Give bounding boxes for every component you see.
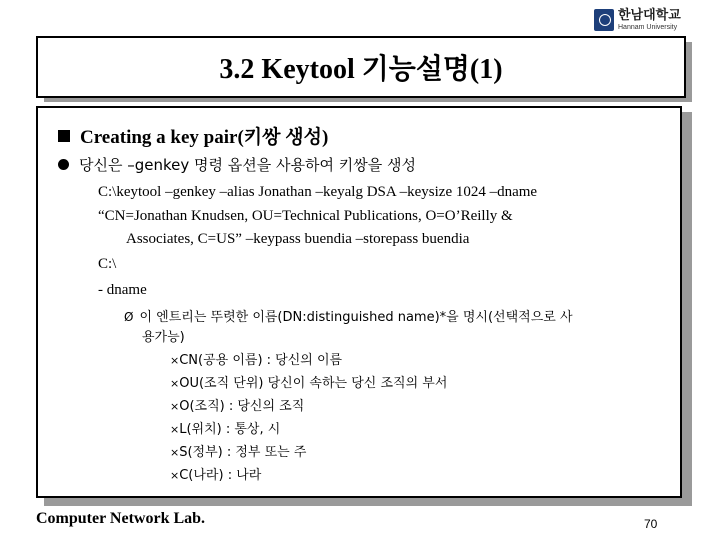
command-line-3: Associates, C=US” –keypass buendia –storepass buendia	[126, 231, 470, 247]
field-text: O(조직) : 당신의 조직	[179, 399, 305, 414]
title-box	[36, 36, 686, 98]
square-bullet-icon	[58, 130, 70, 142]
university-emblem-icon	[594, 9, 614, 31]
field-item	[170, 349, 342, 368]
slide-title: 3.2 Keytool 기능설명(1)	[219, 54, 503, 85]
x-mark-icon: ×	[170, 446, 180, 459]
x-mark-icon: ×	[170, 423, 180, 436]
heading-text: Creating a key pair(키쌍 생성)	[80, 127, 329, 148]
sub-bullet-item	[124, 306, 573, 325]
bullet-text: 당신은 –genkey 명령 옵션을 사용하여 키쌍을 생성	[79, 156, 416, 174]
arrow-bullet-icon: Ø	[124, 310, 134, 324]
logo-text	[618, 9, 681, 31]
bullet-item	[58, 154, 416, 175]
university-logo	[594, 6, 714, 34]
content-box	[36, 106, 682, 498]
field-item	[170, 464, 261, 483]
x-mark-icon: ×	[170, 377, 180, 390]
command-line-2: “CN=Jonathan Knudsen, OU=Technical Publications, O=O’Reilly &	[98, 208, 513, 224]
logo-english-name: Hannam University	[618, 24, 678, 31]
x-mark-icon: ×	[170, 354, 180, 367]
footer-lab-name: Computer Network Lab.	[36, 510, 206, 527]
dname-label: - dname	[98, 282, 147, 298]
round-bullet-icon	[58, 159, 69, 170]
sub-bullet-continuation: 용가능)	[142, 330, 185, 345]
field-text: S(정부) : 정부 또는 주	[179, 445, 307, 460]
x-mark-icon: ×	[170, 400, 180, 413]
field-item	[170, 372, 447, 391]
command-line-1: C:\keytool –genkey –alias Jonathan –keyalg DSA –keysize 1024 –dname	[98, 184, 538, 200]
field-text: CN(공용 이름) : 당신의 이름	[179, 353, 343, 368]
logo-korean-name: 한남대학교	[618, 8, 681, 23]
field-text: L(위치) : 통상, 시	[179, 422, 281, 437]
page-number: 70	[644, 517, 658, 531]
heading-item	[58, 122, 328, 149]
x-mark-icon: ×	[170, 469, 180, 482]
field-item	[170, 395, 304, 414]
prompt-line: C:\	[98, 256, 117, 272]
field-text: OU(조직 단위) 당신이 속하는 당신 조직의 부서	[179, 376, 448, 391]
field-item	[170, 418, 280, 437]
sub-bullet-text: 이 엔트리는 뚜렷한 이름(DN:distinguished name)*을 명시(선택적으로 사	[139, 310, 573, 325]
field-item	[170, 441, 306, 460]
field-text: C(나라) : 나라	[179, 468, 262, 483]
